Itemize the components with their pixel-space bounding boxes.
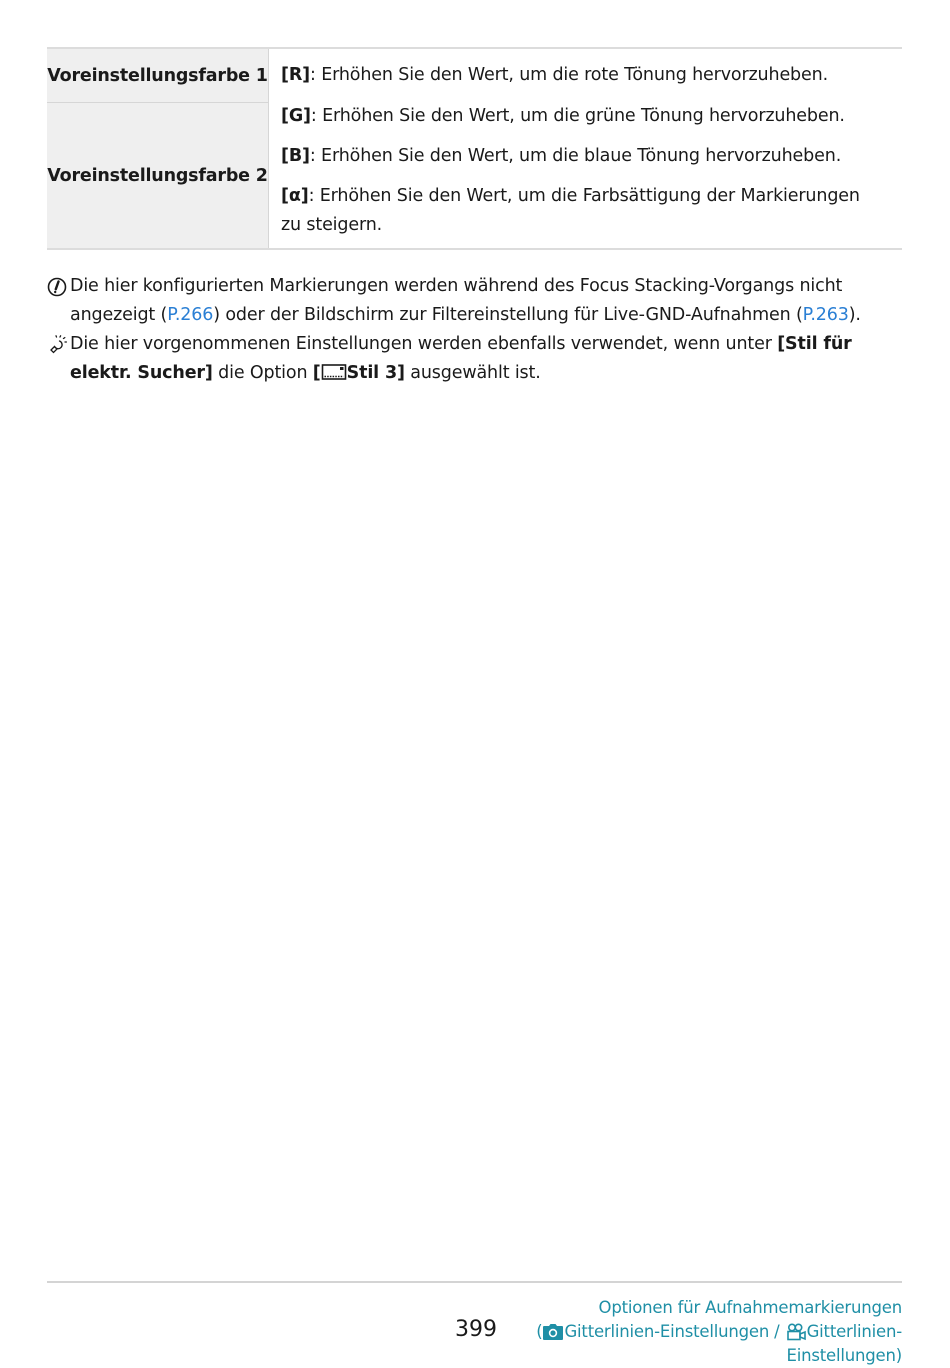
entry-g	[281, 102, 868, 131]
row-label: Voreinstellungsfarbe 2	[47, 102, 268, 248]
entry-key: [B]	[281, 146, 310, 166]
chapter-title-text: Gitterlinien-	[806, 1322, 902, 1341]
entry-key: [α]	[281, 186, 309, 206]
settings-table	[47, 47, 902, 250]
chapter-title-line: Einstellungen)	[786, 1346, 902, 1365]
option-reference-open: [	[312, 363, 321, 383]
movie-camera-icon	[785, 1323, 807, 1341]
caution-note	[47, 272, 907, 330]
entry-b	[281, 142, 868, 171]
option-reference: Stil 3]	[346, 363, 405, 383]
footer-divider	[47, 1281, 902, 1283]
entry-key: [G]	[281, 106, 311, 126]
note-text: ) oder der Bildschirm zur Filtereinstellung für Live-GND-Aufnahmen (	[213, 305, 803, 325]
entry-alpha	[281, 182, 868, 240]
entry-text: : Erhöhen Sie den Wert, um die rote Tönung hervorzuheben.	[310, 65, 828, 85]
viewfinder-style-icon	[321, 363, 347, 381]
note-text: Die hier vorgenommenen Einstellungen werden ebenfalls verwendet, wenn unter	[70, 334, 778, 354]
chapter-title-text: Gitterlinien-Einstellungen /	[564, 1322, 785, 1341]
entry-key: [R]	[281, 65, 311, 85]
row-label: Voreinstellungsfarbe 1	[47, 49, 268, 102]
paren-open: (	[536, 1322, 543, 1341]
entry-text: : Erhöhen Sie den Wert, um die grüne Tönung hervorzuheben.	[310, 106, 845, 126]
page-number: 399	[455, 1317, 497, 1342]
entry-text: : Erhöhen Sie den Wert, um die Farbsättigung der Markierungen zu steigern.	[281, 186, 860, 235]
chapter-title[interactable]	[536, 1296, 902, 1368]
table-row	[47, 102, 902, 248]
table-row	[47, 49, 902, 102]
menu-reference: [Stil für elektr. Sucher]	[70, 334, 852, 383]
page-link[interactable]: P.266	[167, 305, 214, 325]
chapter-title-line	[536, 1320, 902, 1344]
entry-text: : Erhöhen Sie den Wert, um die blaue Tönung hervorzuheben.	[309, 146, 842, 166]
note-text: ).	[848, 305, 861, 325]
row-description	[268, 49, 902, 102]
chapter-title-line: Optionen für Aufnahmemarkierungen	[598, 1298, 902, 1317]
camera-icon	[542, 1323, 564, 1341]
note-text: die Option	[212, 363, 313, 383]
page-link[interactable]: P.263	[802, 305, 849, 325]
note-text: Die hier konfigurierten Markierungen werden während des Focus Stacking-Vorgangs nicht angezeigt (	[70, 276, 843, 325]
caution-icon	[47, 277, 67, 297]
notes	[47, 272, 907, 388]
row-description	[268, 102, 902, 248]
tip-note	[47, 330, 907, 388]
tip-lightbulb-icon	[47, 335, 67, 355]
note-text: ausgewählt ist.	[404, 363, 541, 383]
entry-r	[281, 61, 868, 90]
